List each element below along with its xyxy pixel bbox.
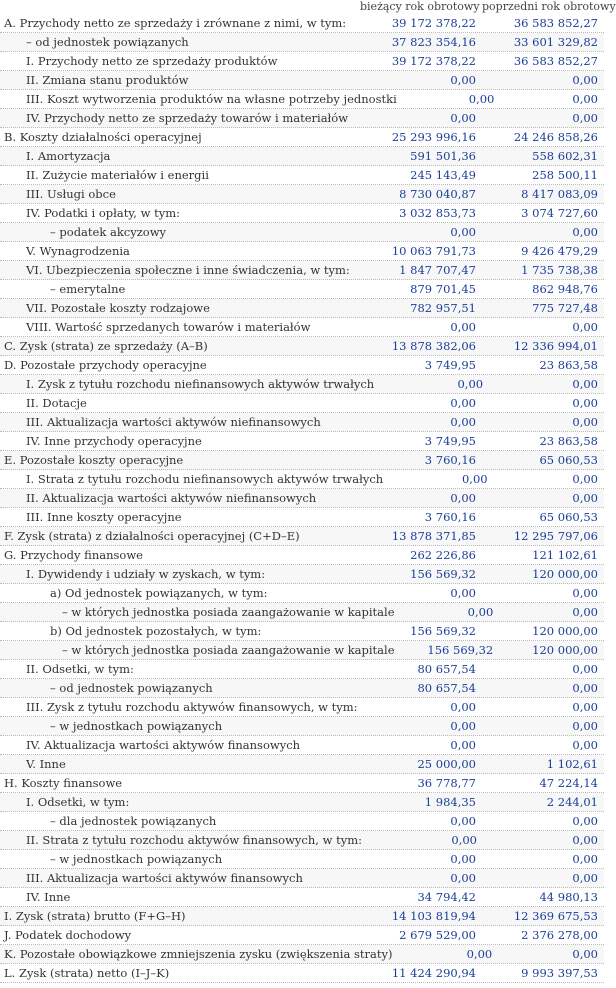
current-year-value: 10 063 791,73 (391, 244, 476, 258)
previous-year-value: 0,00 (572, 396, 598, 410)
table-row (0, 432, 604, 451)
previous-year-value: 0,00 (572, 111, 598, 125)
previous-year-value: 23 863,58 (539, 358, 598, 372)
row-label: K. Pozostałe obowiązkowe zmniejszenia zysku (zwiększenia straty) (4, 947, 393, 961)
current-year-value: 39 172 378,22 (391, 54, 476, 68)
table-row (0, 33, 604, 52)
current-year-value: 13 878 382,06 (391, 339, 476, 353)
row-label: I. Zysk (strata) brutto (F+G–H) (4, 909, 186, 923)
row-label: – dla jednostek powiązanych (50, 814, 217, 828)
current-year-value: 2 679 529,00 (399, 928, 476, 942)
current-year-value: 0,00 (450, 111, 476, 125)
table-row (0, 90, 604, 109)
table-row (0, 945, 604, 964)
current-year-value: 0,00 (450, 320, 476, 334)
previous-year-value: 1 102,61 (546, 757, 598, 771)
table-row (0, 204, 604, 223)
current-year-value: 25 000,00 (417, 757, 476, 771)
current-year-value: 0,00 (450, 700, 476, 714)
table-row (0, 603, 604, 622)
current-year-value: 782 957,51 (410, 301, 476, 315)
previous-year-value: 0,00 (572, 852, 598, 866)
table-row (0, 774, 604, 793)
previous-year-value: 24 246 858,26 (513, 130, 598, 144)
row-label: I. Odsetki, w tym: (26, 795, 130, 809)
row-label: – emerytalne (50, 282, 126, 296)
current-year-value: 0,00 (450, 586, 476, 600)
row-label: III. Usługi obce (26, 187, 116, 201)
table-row (0, 641, 604, 660)
table-header (0, 0, 616, 14)
table-row (0, 413, 604, 432)
current-year-value: 1 984,35 (424, 795, 476, 809)
row-label: – w jednostkach powiązanych (50, 719, 223, 733)
previous-year-value: 0,00 (572, 377, 598, 391)
previous-year-value: 0,00 (572, 73, 598, 87)
row-label: b) Od jednostek pozostałych, w tym: (50, 624, 262, 638)
previous-year-value: 2 244,01 (546, 795, 598, 809)
previous-year-value: 1 735 738,38 (521, 263, 598, 277)
row-label: – od jednostek powiązanych (50, 681, 213, 695)
previous-year-value: 120 000,00 (532, 567, 598, 581)
current-year-value: 3 760,16 (424, 510, 476, 524)
current-year-value: 0,00 (450, 491, 476, 505)
current-year-value: 13 878 371,85 (391, 529, 476, 543)
current-year-value: 11 424 290,94 (391, 966, 476, 980)
previous-year-value: 12 336 994,01 (513, 339, 598, 353)
row-label: – podatek akcyzowy (50, 225, 167, 239)
current-year-value: 34 794,42 (417, 890, 476, 904)
previous-year-value: 0,00 (572, 92, 598, 106)
table-row (0, 356, 604, 375)
table-row (0, 394, 604, 413)
header-spacer (0, 0, 360, 14)
previous-year-value: 0,00 (572, 605, 598, 619)
table-row (0, 223, 604, 242)
previous-year-value: 12 295 797,06 (513, 529, 598, 543)
row-label: II. Zużycie materiałów i energii (26, 168, 209, 182)
table-row (0, 147, 604, 166)
row-label: C. Zysk (strata) ze sprzedaży (A–B) (4, 339, 208, 353)
row-label: IV. Inne przychody operacyjne (26, 434, 202, 448)
table-row (0, 375, 604, 394)
current-year-value: 0,00 (451, 833, 477, 847)
previous-year-value: 65 060,53 (539, 510, 598, 524)
previous-year-value: 0,00 (572, 719, 598, 733)
table-row (0, 964, 604, 983)
current-year-value: 156 569,32 (410, 624, 476, 638)
current-year-value: 0,00 (450, 73, 476, 87)
table-row (0, 888, 604, 907)
current-year-value: 591 501,36 (410, 149, 476, 163)
row-label: III. Zysk z tytułu rozchodu aktywów finansowych, w tym: (26, 700, 358, 714)
current-year-value: 0,00 (466, 947, 493, 961)
table-row (0, 166, 604, 185)
previous-year-value: 0,00 (572, 491, 598, 505)
current-year-value: 14 103 819,94 (391, 909, 476, 923)
previous-year-value: 0,00 (572, 320, 598, 334)
current-year-value: 80 657,54 (417, 681, 476, 695)
previous-year-value: 0,00 (572, 700, 598, 714)
current-year-value: 0,00 (467, 605, 494, 619)
previous-year-value: 47 224,14 (539, 776, 598, 790)
current-year-value: 0,00 (450, 738, 476, 752)
previous-year-value: 44 980,13 (539, 890, 598, 904)
row-label: I. Zysk z tytułu rozchodu niefinansowych aktywów trwałych (26, 377, 375, 391)
previous-year-value: 121 102,61 (532, 548, 598, 562)
row-label: VII. Pozostałe koszty rodzajowe (26, 301, 210, 315)
row-label: – w których jednostka posiada zaangażowanie w kapitale (62, 605, 395, 619)
row-label: I. Strata z tytułu rozchodu niefinansowych aktywów trwałych (26, 472, 384, 486)
row-label: II. Odsetki, w tym: (26, 662, 134, 676)
table-row (0, 793, 604, 812)
header-current-year: bieżący rok obrotowy (360, 0, 480, 13)
current-year-value: 3 032 853,73 (399, 206, 476, 220)
current-year-value: 245 143,49 (410, 168, 476, 182)
table-row (0, 850, 604, 869)
previous-year-value: 0,00 (572, 871, 598, 885)
table-row (0, 565, 604, 584)
row-label: V. Wynagrodzenia (26, 244, 130, 258)
row-label: III. Inne koszty operacyjne (26, 510, 182, 524)
row-label: – od jednostek powiązanych (26, 35, 189, 49)
current-year-value: 37 823 354,16 (391, 35, 476, 49)
current-year-value: 3 749,95 (424, 358, 476, 372)
previous-year-value: 33 601 329,82 (513, 35, 598, 49)
previous-year-value: 12 369 675,53 (513, 909, 598, 923)
table-row (0, 869, 604, 888)
table-row (0, 52, 604, 71)
current-year-value: 156 569,32 (410, 567, 476, 581)
table-row (0, 128, 604, 147)
previous-year-value: 258 500,11 (532, 168, 598, 182)
table-row (0, 337, 604, 356)
current-year-value: 0,00 (457, 377, 484, 391)
current-year-value: 879 701,45 (410, 282, 476, 296)
current-year-value: 0,00 (450, 852, 476, 866)
row-label: L. Zysk (strata) netto (I–J–K) (4, 966, 170, 980)
table-row (0, 546, 604, 565)
previous-year-value: 0,00 (572, 738, 598, 752)
previous-year-value: 3 074 727,60 (521, 206, 598, 220)
table-row (0, 907, 604, 926)
row-label: – w jednostkach powiązanych (50, 852, 223, 866)
current-year-value: 0,00 (450, 415, 476, 429)
previous-year-value: 0,00 (572, 662, 598, 676)
row-label: III. Aktualizacja wartości aktywów niefinansowych (26, 415, 321, 429)
table-row (0, 812, 604, 831)
previous-year-value: 0,00 (572, 814, 598, 828)
table-row (0, 470, 604, 489)
row-label: III. Koszt wytworzenia produktów na własne potrzeby jednostki (26, 92, 397, 106)
table-row (0, 185, 604, 204)
row-label: VI. Ubezpieczenia społeczne i inne świadczenia, w tym: (26, 263, 350, 277)
current-year-value: 0,00 (450, 871, 476, 885)
row-label: A. Przychody netto ze sprzedaży i zrównane z nimi, w tym: (4, 16, 347, 30)
current-year-value: 8 730 040,87 (399, 187, 476, 201)
previous-year-value: 65 060,53 (539, 453, 598, 467)
row-label: IV. Inne (26, 890, 71, 904)
current-year-value: 39 172 378,22 (391, 16, 476, 30)
current-year-value: 25 293 996,16 (391, 130, 476, 144)
row-label: – w których jednostka posiada zaangażowanie w kapitale (62, 643, 395, 657)
table-row (0, 299, 604, 318)
table-row (0, 451, 604, 470)
row-label: IV. Podatki i opłaty, w tym: (26, 206, 180, 220)
previous-year-value: 8 417 083,09 (521, 187, 598, 201)
row-label: E. Pozostałe koszty operacyjne (4, 453, 184, 467)
row-label: II. Zmiana stanu produktów (26, 73, 189, 87)
current-year-value: 262 226,86 (410, 548, 476, 562)
table-row (0, 527, 604, 546)
table-body (0, 14, 604, 983)
previous-year-value: 0,00 (572, 947, 598, 961)
previous-year-value: 0,00 (572, 415, 598, 429)
row-label: III. Aktualizacja wartości aktywów finansowych (26, 871, 303, 885)
previous-year-value: 775 727,48 (532, 301, 598, 315)
previous-year-value: 120 000,00 (532, 624, 598, 638)
row-label: B. Koszty działalności operacyjnej (4, 130, 202, 144)
previous-year-value: 558 602,31 (532, 149, 598, 163)
previous-year-value: 9 993 397,53 (521, 966, 598, 980)
current-year-value: 0,00 (450, 814, 476, 828)
table-row (0, 698, 604, 717)
current-year-value: 0,00 (450, 719, 476, 733)
previous-year-value: 862 948,76 (532, 282, 598, 296)
row-label: F. Zysk (strata) z działalności operacyjnej (C+D–E) (4, 529, 300, 543)
table-row (0, 717, 604, 736)
current-year-value: 3 760,16 (424, 453, 476, 467)
previous-year-value: 0,00 (572, 472, 598, 486)
previous-year-value: 36 583 852,27 (513, 54, 598, 68)
current-year-value: 156 569,32 (427, 643, 494, 657)
row-label: II. Strata z tytułu rozchodu aktywów finansowych, w tym: (26, 833, 362, 847)
row-label: IV. Przychody netto ze sprzedaży towarów i materiałów (26, 111, 349, 125)
header-previous-year: poprzedni rok obrotowy (482, 0, 616, 13)
row-label: I. Amortyzacja (26, 149, 111, 163)
previous-year-value: 0,00 (572, 225, 598, 239)
current-year-value: 80 657,54 (417, 662, 476, 676)
table-row (0, 109, 604, 128)
row-label: a) Od jednostek powiązanych, w tym: (50, 586, 268, 600)
table-row (0, 831, 604, 850)
table-row (0, 242, 604, 261)
table-row (0, 679, 604, 698)
current-year-value: 1 847 707,47 (399, 263, 476, 277)
previous-year-value: 0,00 (572, 833, 598, 847)
row-label: I. Przychody netto ze sprzedaży produktów (26, 54, 278, 68)
current-year-value: 0,00 (468, 92, 495, 106)
table-row (0, 280, 604, 299)
row-label: II. Aktualizacja wartości aktywów niefinansowych (26, 491, 317, 505)
table-row (0, 508, 604, 527)
current-year-value: 36 778,77 (417, 776, 476, 790)
table-row (0, 318, 604, 337)
row-label: V. Inne (26, 757, 66, 771)
previous-year-value: 2 376 278,00 (521, 928, 598, 942)
previous-year-value: 0,00 (572, 586, 598, 600)
current-year-value: 0,00 (450, 396, 476, 410)
current-year-value: 3 749,95 (424, 434, 476, 448)
row-label: VIII. Wartość sprzedanych towarów i materiałów (26, 320, 311, 334)
row-label: IV. Aktualizacja wartości aktywów finansowych (26, 738, 301, 752)
previous-year-value: 23 863,58 (539, 434, 598, 448)
row-label: I. Dywidendy i udziały w zyskach, w tym: (26, 567, 266, 581)
row-label: G. Przychody finansowe (4, 548, 143, 562)
row-label: II. Dotacje (26, 396, 87, 410)
previous-year-value: 120 000,00 (532, 643, 598, 657)
table-row (0, 14, 604, 33)
previous-year-value: 9 426 479,29 (521, 244, 598, 258)
row-label: J. Podatek dochodowy (4, 928, 132, 942)
table-row (0, 736, 604, 755)
row-label: H. Koszty finansowe (4, 776, 123, 790)
table-row (0, 261, 604, 280)
table-row (0, 489, 604, 508)
row-label: D. Pozostałe przychody operacyjne (4, 358, 207, 372)
current-year-value: 0,00 (450, 225, 476, 239)
current-year-value: 0,00 (461, 472, 488, 486)
table-row (0, 926, 604, 945)
table-row (0, 584, 604, 603)
previous-year-value: 36 583 852,27 (513, 16, 598, 30)
previous-year-value: 0,00 (572, 681, 598, 695)
table-row (0, 622, 604, 641)
table-row (0, 660, 604, 679)
table-row (0, 71, 604, 90)
table-row (0, 755, 604, 774)
